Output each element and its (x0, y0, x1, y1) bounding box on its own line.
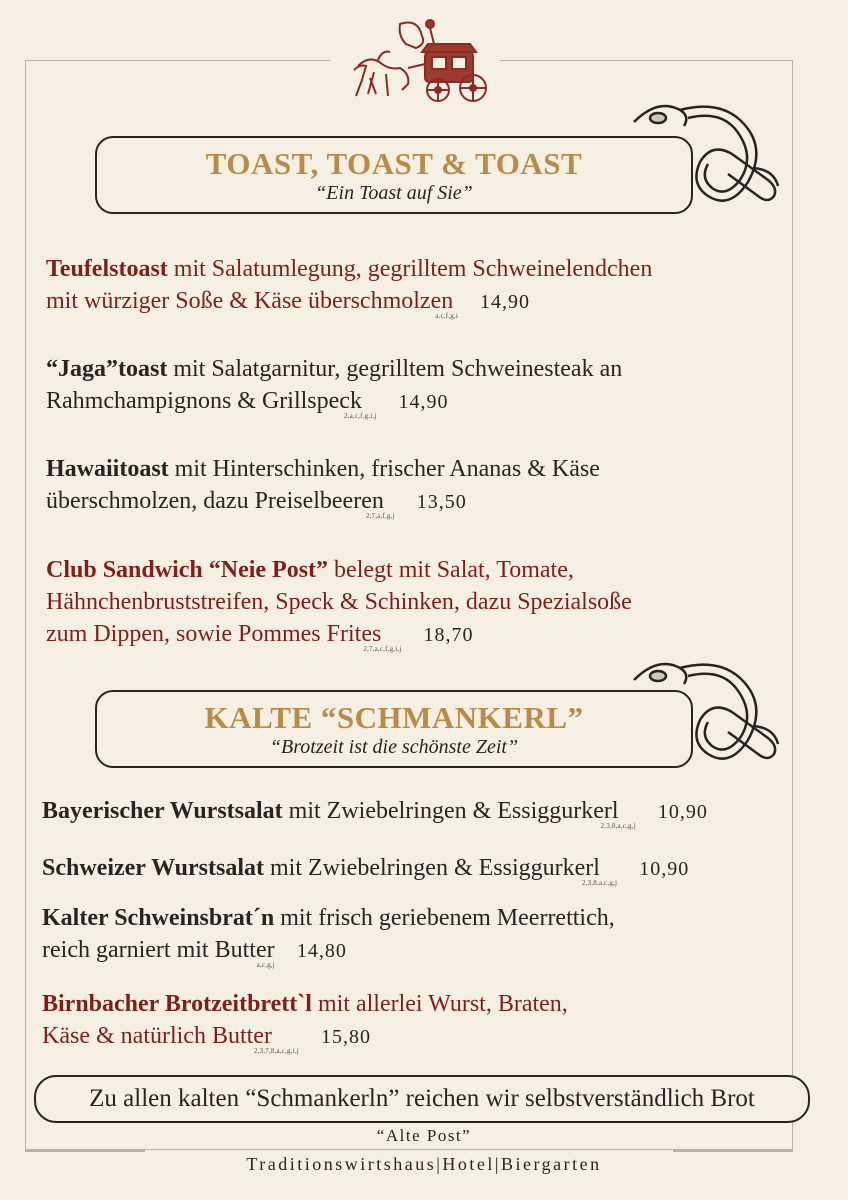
menu-item (46, 253, 652, 332)
item-name: Club Sandwich “Neie Post” (46, 557, 329, 583)
item-name: Kalter Schweinsbrat´n (42, 905, 275, 931)
section-header-toast (95, 136, 693, 214)
item-allergens: 2,a,c,f,g,i,j (343, 412, 377, 420)
item-description: Hähnchenbruststreifen, Speck & Schinken, dazu Spezialsoße (46, 589, 632, 615)
item-allergens: 2,3,8,a,c,g,j (581, 879, 618, 887)
item-description: mit Zwiebelringen & Essiggurkerl (282, 798, 619, 824)
item-name: Bayerischer Wurstsalat (42, 798, 283, 824)
item-description: überschmolzen, dazu Preiselbeeren (46, 488, 384, 514)
menu-item (42, 902, 615, 981)
menu-item (46, 353, 622, 432)
item-name: Schweizer Wurstsalat (42, 855, 264, 881)
item-price: 18,70 (423, 624, 474, 646)
item-description: mit Hinterschinken, frischer Ananas & Käse (168, 456, 600, 482)
menu-item (46, 554, 632, 665)
menu-item (46, 453, 600, 532)
item-name: Teufelstoast (46, 256, 168, 282)
stagecoach-logo-icon (330, 14, 500, 106)
item-description: reich garniert mit Butter (42, 937, 275, 963)
section-subtitle: “Ein Toast auf Sie” (315, 182, 473, 204)
item-price: 10,90 (657, 801, 708, 823)
item-allergens: a,c,f,g,i (435, 312, 459, 320)
item-price: 13,50 (416, 491, 467, 513)
footer-name: “Alte Post” (376, 1126, 472, 1145)
item-allergens: 2,3,8,a,c,g,j (600, 822, 636, 830)
item-price: 14,80 (296, 940, 347, 962)
menu-item (42, 795, 708, 842)
item-description: mit allerlei Wurst, Braten, (311, 991, 568, 1017)
item-name: Hawaiitoast (46, 456, 169, 482)
item-description: Rahmchampignons & Grillspeck (46, 388, 362, 414)
item-price: 14,90 (480, 291, 531, 313)
section-header-cold (95, 690, 693, 768)
footer-divider (25, 1150, 145, 1152)
item-description: mit Zwiebelringen & Essiggurkerl (264, 855, 600, 881)
section-subtitle: “Brotzeit ist die schönste Zeit” (269, 736, 519, 758)
item-description: zum Dippen, sowie Pommes Frites (46, 621, 382, 647)
section-title: TOAST, TOAST & TOAST (205, 146, 583, 181)
item-price: 10,90 (639, 858, 690, 880)
item-price: 15,80 (320, 1026, 371, 1048)
item-description: mit frisch geriebenem Meerrettich, (274, 905, 615, 931)
menu-item (42, 852, 689, 899)
item-description: mit Salatgarnitur, gegrilltem Schweinesteak an (167, 356, 623, 382)
item-description: mit würziger Soße & Käse überschmolzen (46, 288, 454, 314)
item-description: Käse & natürlich Butter (42, 1023, 272, 1049)
item-name: “Jaga”toast (46, 356, 168, 382)
item-name: Birnbacher Brotzeitbrett`l (42, 991, 312, 1017)
item-allergens: a,c,g,j (256, 961, 275, 969)
bread-note: Zu allen kalten “Schmankerln” reichen wir selbstverständlich Brot (34, 1075, 810, 1123)
menu-item (42, 988, 568, 1067)
item-price: 14,90 (398, 391, 449, 413)
footer-tagline: Traditionswirtshaus|Hotel|Biergarten (246, 1154, 602, 1174)
item-description: mit Salatumlegung, gegrilltem Schweinelendchen (167, 256, 653, 282)
item-allergens: 2,7,a,c,f,g,i,j (363, 645, 402, 653)
item-description: belegt mit Salat, Tomate, (328, 557, 574, 583)
item-allergens: 2,7,a,f,g,j (365, 512, 395, 520)
section-title: KALTE “SCHMANKERL” (204, 700, 584, 735)
item-allergens: 2,3,7,8,a,c,g,i,j (253, 1047, 299, 1055)
footer-divider (673, 1150, 793, 1152)
